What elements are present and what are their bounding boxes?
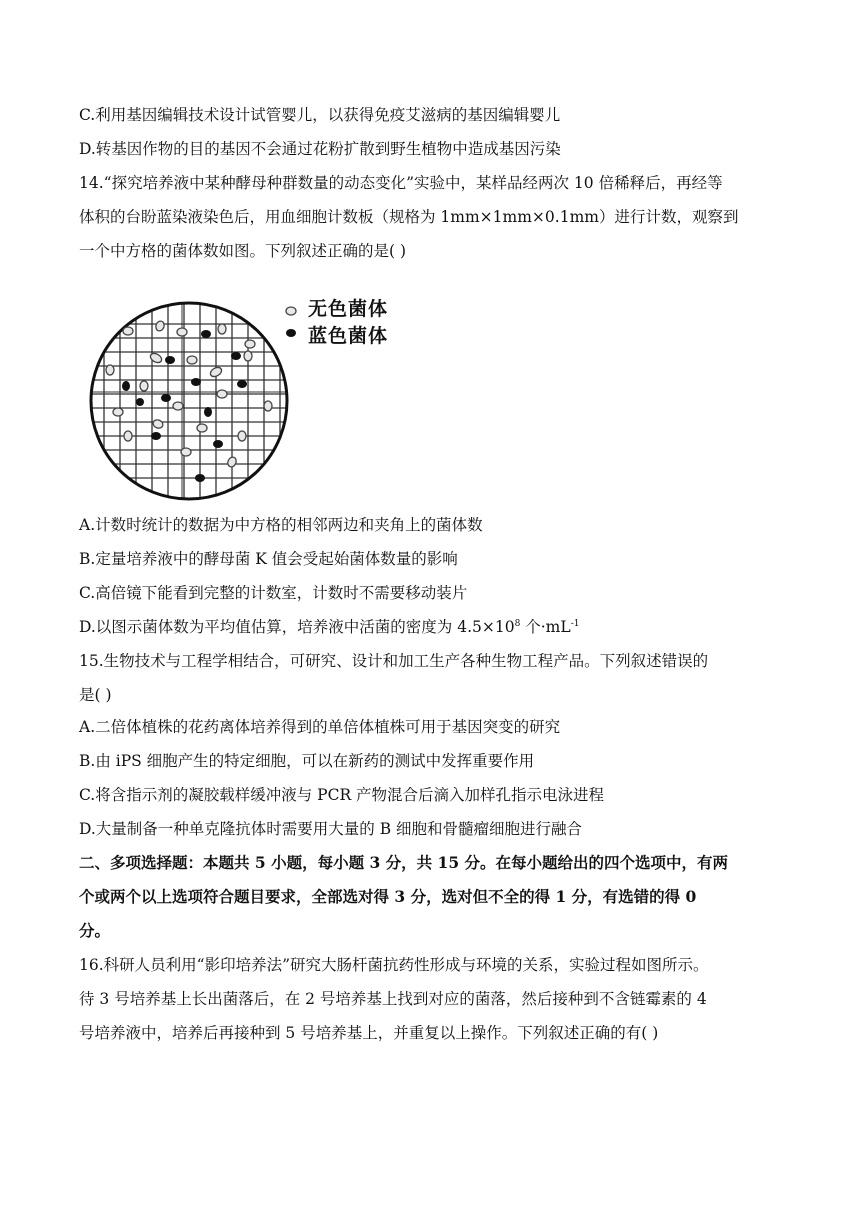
legend-blue-cell: 蓝色菌体	[308, 325, 389, 347]
q13-option-c: C.利用基因编辑技术设计试管婴儿，以获得免疫艾滋病的基因编辑婴儿	[79, 106, 561, 124]
q14-option-d-unit: 个·mL	[520, 618, 571, 636]
q15-stem-line-2: 是( )	[79, 686, 112, 704]
section-2-heading-line-3: 分。	[79, 921, 111, 940]
q15-option-d: D.大量制备一种单克隆抗体时需要用大量的 B 细胞和骨髓瘤细胞进行融合	[79, 820, 583, 838]
q14-stem-line-2: 体积的台盼蓝染液染色后，用血细胞计数板（规格为 1mm×1mm×0.1mm）进行计数，观察到	[79, 208, 739, 226]
section-2-heading-line-1: 二、多项选择题：本题共 5 小题，每小题 3 分，共 15 分。在每小题给出的四个选项中，有两	[79, 853, 729, 872]
q15-option-b: B.由 iPS 细胞产生的特定细胞，可以在新药的测试中发挥重要作用	[79, 752, 535, 770]
hemocytometer-figure	[82, 294, 422, 504]
q14-stem-line-3: 一个中方格的菌体数如图。下列叙述正确的是( )	[79, 242, 407, 260]
q14-option-c: C.高倍镜下能看到完整的计数室，计数时不需要移动装片	[79, 584, 468, 602]
q16-stem-line-2: 待 3 号培养基上长出菌落后，在 2 号培养基上找到对应的菌落，然后接种到不含链霉素的 4	[79, 990, 707, 1008]
q14-stem-line-1: 14.“探究培养液中某种酵母种群数量的动态变化”实验中，某样品经两次 10 倍稀释后，再经等	[79, 174, 723, 192]
legend-colorless-cell: 无色菌体	[308, 298, 389, 320]
q15-option-a: A.二倍体植株的花药离体培养得到的单倍体植株可用于基因突变的研究	[79, 718, 561, 736]
q13-option-d: D.转基因作物的目的基因不会通过花粉扩散到野生植物中造成基因污染	[79, 140, 561, 158]
q14-option-d-unit-exponent: -1	[570, 618, 580, 629]
blue-cell-legend-icon	[286, 329, 296, 337]
colorless-cell-legend-icon	[286, 307, 296, 315]
q14-option-a: A.计数时统计的数据为中方格的相邻两边和夹角上的菌体数	[79, 516, 483, 534]
section-2-heading-line-2: 个或两个以上选项符合题目要求，全部选对得 3 分，选对但不全的得 1 分，有选错的得 0	[79, 887, 697, 906]
q16-stem-line-1: 16.科研人员利用“影印培养法”研究大肠杆菌抗药性形成与环境的关系，实验过程如图所示。	[79, 956, 709, 974]
q16-stem-line-3: 号培养液中，培养后再接种到 5 号培养基上，并重复以上操作。下列叙述正确的有( )	[79, 1024, 659, 1042]
q15-stem-line-1: 15.生物技术与工程学相结合，可研究、设计和加工生产各种生物工程产品。下列叙述错误的	[79, 652, 709, 670]
q15-option-c: C.将含指示剂的凝胶载样缓冲液与 PCR 产物混合后滴入加样孔指示电泳进程	[79, 786, 605, 804]
q14-option-d-exponent: 8	[514, 618, 521, 629]
q14-option-d	[79, 616, 579, 638]
q14-option-d-text: D.以图示菌体数为平均值估算，培养液中活菌的密度为 4.5×10	[79, 618, 515, 636]
q14-option-b: B.定量培养液中的酵母菌 K 值会受起始菌体数量的影响	[79, 550, 458, 568]
